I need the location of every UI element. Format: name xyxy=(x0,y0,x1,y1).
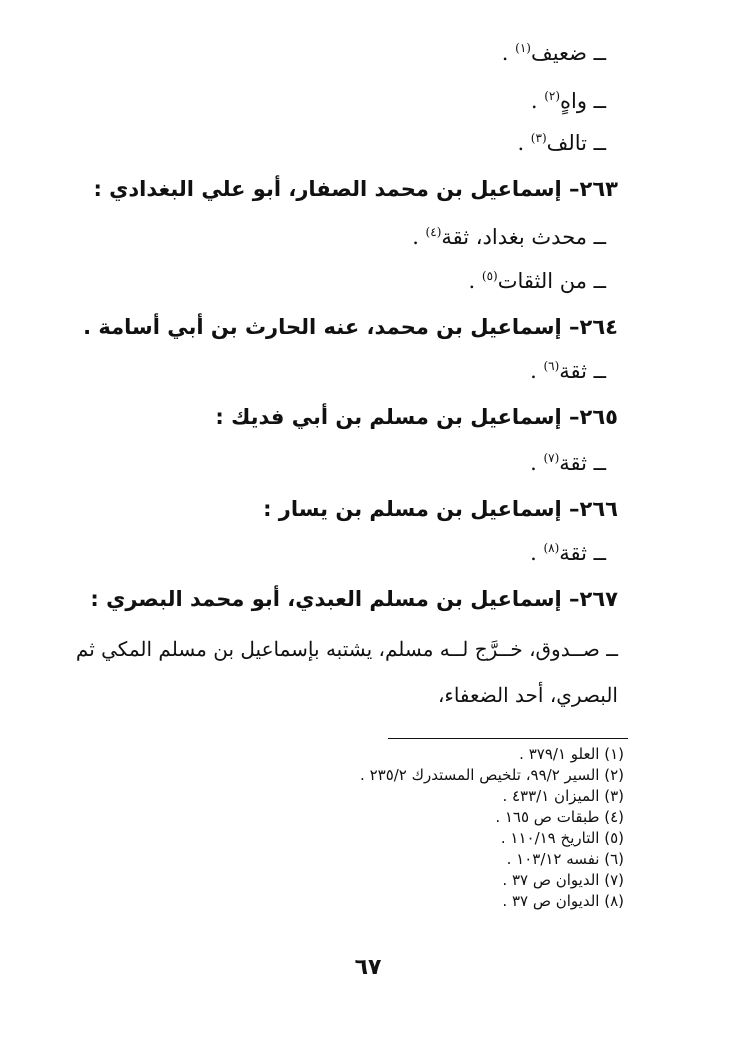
ruling-tail: . xyxy=(530,89,545,113)
ruling-text: ــ ثقة xyxy=(559,359,606,383)
footnote-marker: (٦) xyxy=(543,359,560,373)
ruling-line-7 xyxy=(530,448,606,478)
ruling-tail: . xyxy=(530,359,544,383)
ruling-tail: . xyxy=(517,131,531,155)
footnote-marker: (٢) xyxy=(544,89,561,103)
footnote-7: (٧) الديوان ص ٣٧ . xyxy=(502,871,624,889)
entry-heading-264: ٢٦٤– إسماعيل بن محمد، عنه الحارث بن أبي أسامة . xyxy=(83,315,618,339)
ruling-line-8 xyxy=(530,538,606,568)
footnote-marker: (٧) xyxy=(543,451,560,465)
ruling-line-5 xyxy=(469,266,606,296)
footnote-marker: (٥) xyxy=(481,269,498,283)
footnotes xyxy=(360,744,624,912)
ruling-text: ــ واهٍ xyxy=(560,89,606,113)
entry-heading-267: ٢٦٧– إسماعيل بن مسلم العبدي، أبو محمد البصري : xyxy=(90,587,618,611)
footnote-6: (٦) نفسه ١٠٣/١٢ . xyxy=(506,850,624,868)
ruling-tail: . xyxy=(501,41,516,65)
ruling-text: ــ محدث بغداد، ثقة xyxy=(441,225,606,249)
paragraph-line-2: البصري، أحد الضعفاء، xyxy=(437,683,618,707)
ruling-text: ــ تالف xyxy=(546,131,606,155)
ruling-text: ــ ثقة xyxy=(559,451,606,475)
paragraph-line-1: ــ صــدوق، خــرَّج لــه مسلم، يشتبه بإسماعيل بن مسلم المكي ثم xyxy=(75,637,618,661)
entry-heading-263: ٢٦٣– إسماعيل بن محمد الصفار، أبو علي البغدادي : xyxy=(93,177,618,201)
footnote-3: (٣) الميزان ٤٣٣/١ . xyxy=(502,787,624,805)
footnote-8: (٨) الديوان ص ٣٧ . xyxy=(502,892,624,910)
footnote-2: (٢) السير ٩٩/٢، تلخيص المستدرك ٢٣٥/٢ . xyxy=(360,766,624,784)
ruling-line-6 xyxy=(530,356,606,386)
footnote-1: (١) العلو ٣٧٩/١ . xyxy=(519,745,624,763)
ruling-tail: . xyxy=(530,541,544,565)
ruling-tail: . xyxy=(412,225,426,249)
ruling-text: ــ ثقة xyxy=(559,541,606,565)
footnote-marker: (١) xyxy=(515,41,531,55)
ruling-tail: . xyxy=(468,269,482,293)
ruling-text: ــ من الثقات xyxy=(497,269,606,293)
ruling-tail: . xyxy=(530,451,544,475)
footnote-5: (٥) التاريخ ١١٠/١٩ . xyxy=(500,829,624,847)
footnote-marker: (٨) xyxy=(543,541,560,555)
footnote-separator xyxy=(388,738,628,739)
ruling-line-1 xyxy=(502,38,606,68)
entry-heading-265: ٢٦٥– إسماعيل بن مسلم بن أبي فديك : xyxy=(215,405,618,429)
ruling-text: ــ ضعيف xyxy=(530,41,606,65)
ruling-line-3 xyxy=(517,128,606,158)
page-number: ٦٧ xyxy=(354,955,382,980)
ruling-line-2 xyxy=(531,86,606,116)
ruling-line-4 xyxy=(412,222,606,252)
footnote-4: (٤) طبقات ص ١٦٥ . xyxy=(495,808,624,826)
footnote-marker: (٤) xyxy=(425,225,442,239)
footnote-marker: (٣) xyxy=(530,131,547,145)
entry-heading-266: ٢٦٦– إسماعيل بن مسلم بن يسار : xyxy=(263,497,618,521)
